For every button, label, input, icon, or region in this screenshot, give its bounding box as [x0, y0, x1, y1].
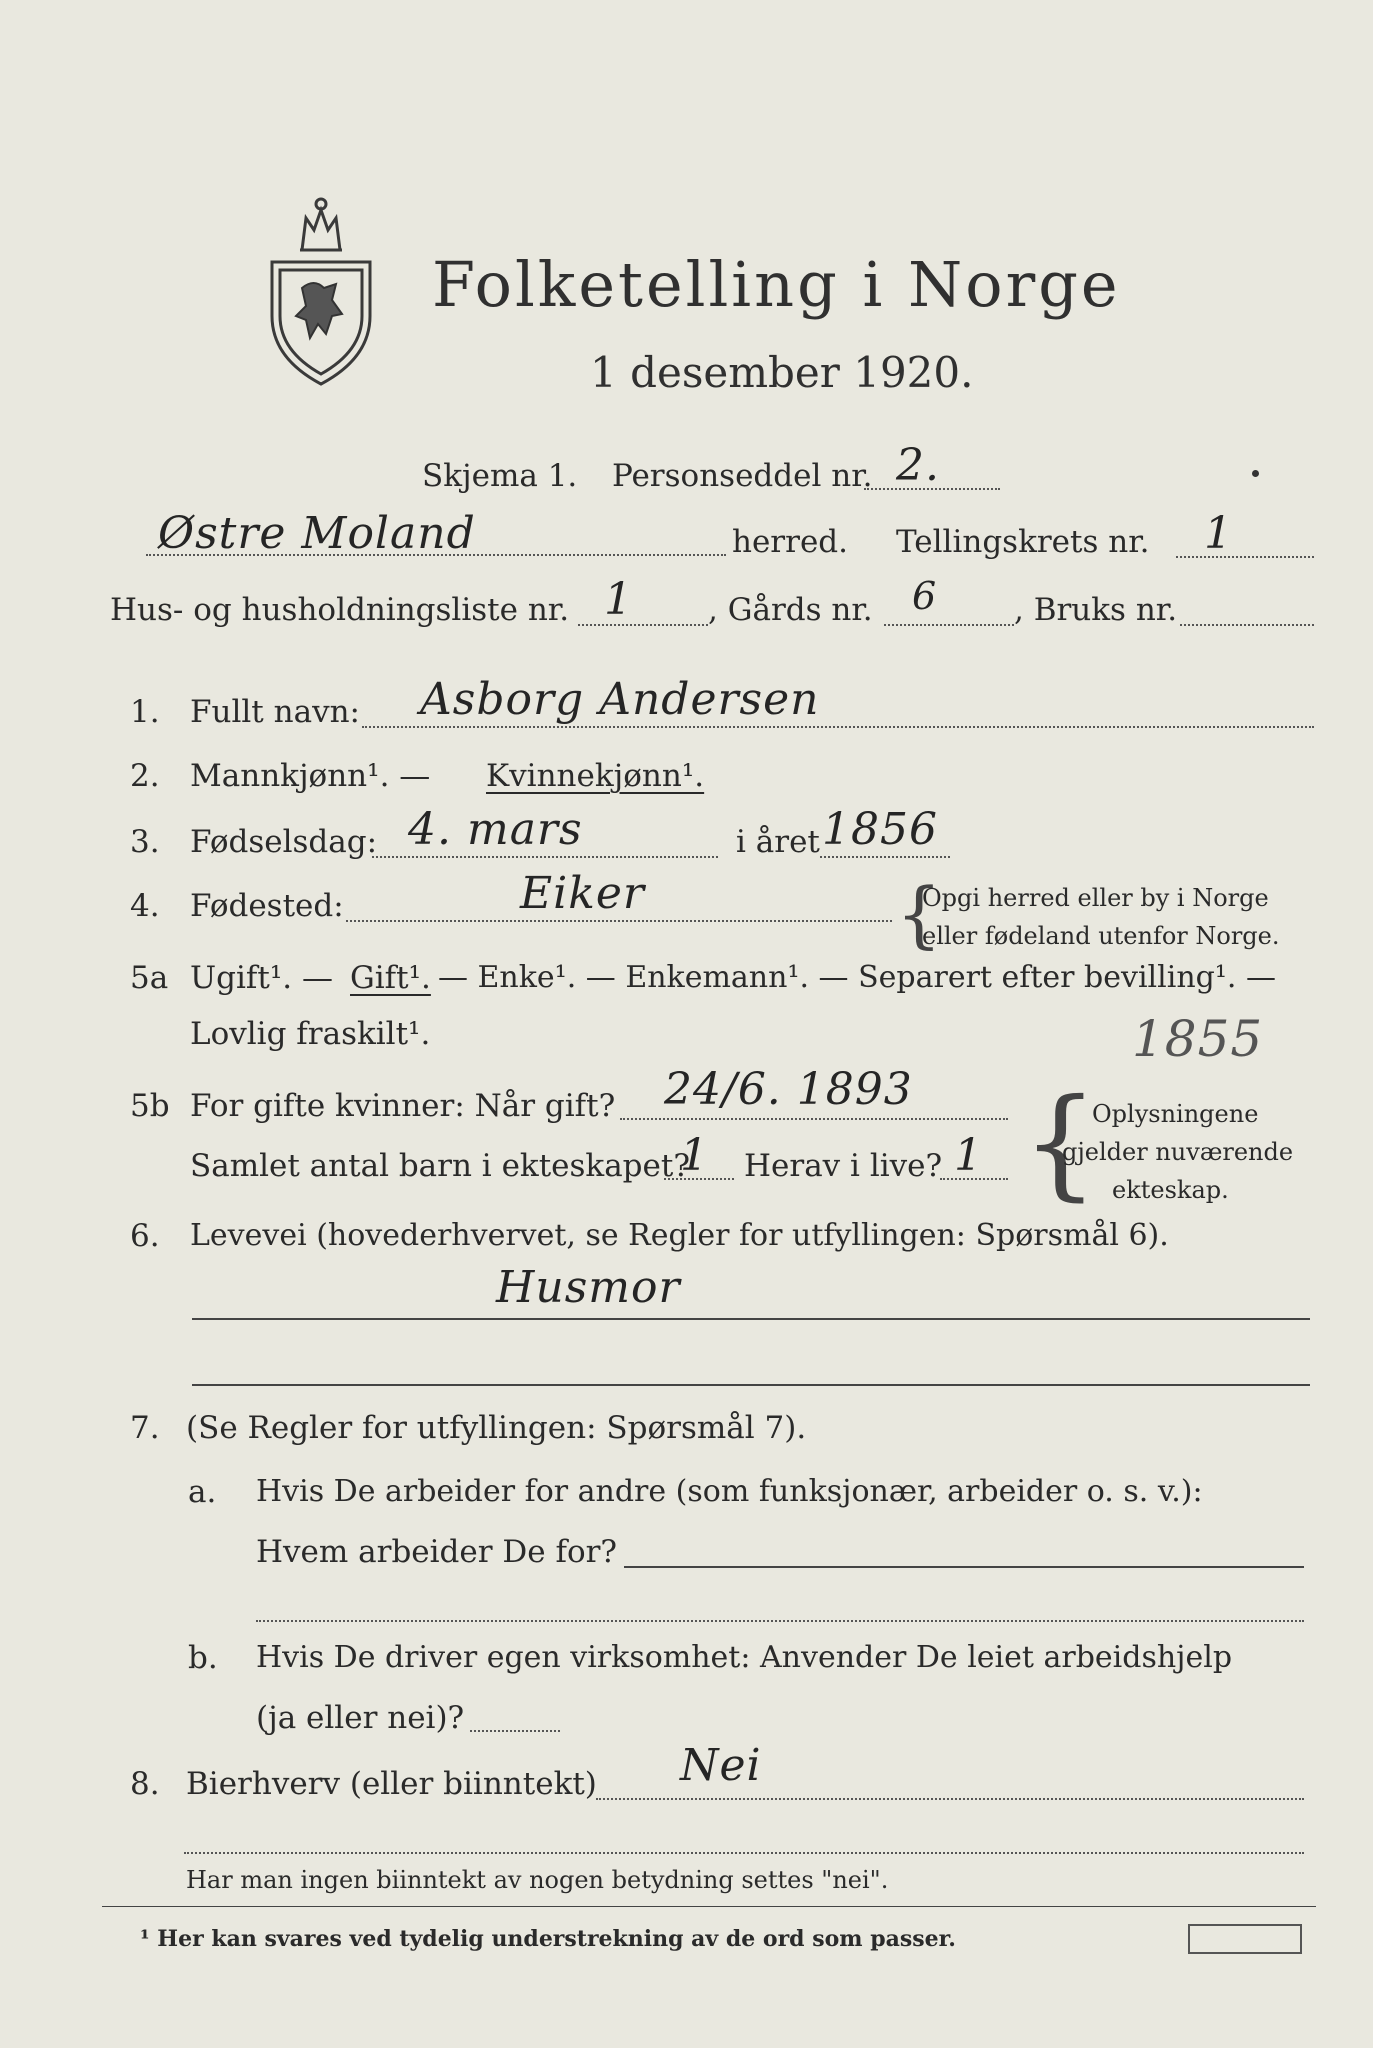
q3-year-label: i året [736, 824, 820, 860]
q2-number: 2. [130, 758, 160, 794]
husholdning-value[interactable]: 1 [604, 574, 633, 625]
herred-value[interactable]: Østre Moland [158, 508, 476, 559]
q1-line [362, 726, 1314, 728]
q7b-question: (ja eller nei)? [256, 1700, 465, 1736]
q4-line [346, 920, 892, 922]
q5a-number: 5a [130, 960, 169, 996]
margin-note-1855: 1855 [1132, 1010, 1264, 1068]
q3-number: 3. [130, 824, 160, 860]
bruks-label: , Bruks nr. [1014, 592, 1178, 628]
q8-line-2 [184, 1852, 1304, 1854]
gards-value[interactable]: 6 [912, 574, 938, 618]
q7-label: (Se Regler for utfyllingen: Spørsmål 7). [186, 1410, 807, 1446]
q4-note-line1: Opgi herred eller by i Norge [922, 884, 1269, 912]
gards-label: , Gårds nr. [708, 592, 873, 628]
q3-label: Fødselsdag: [190, 824, 378, 860]
q3-year-line [820, 856, 950, 858]
q5b-barn-label: Samlet antal barn i ekteskapet? [190, 1148, 690, 1184]
ink-dot [1252, 470, 1259, 477]
q5b-married-date-value[interactable]: 24/6. 1893 [664, 1064, 913, 1115]
footnote-divider [102, 1906, 1316, 1907]
q4-birthplace-value[interactable]: Eiker [520, 868, 645, 919]
herred-label: herred. [732, 524, 848, 560]
q6-line-2 [192, 1384, 1310, 1386]
q5b-live-label: Herav i live? [744, 1148, 943, 1184]
form-title: Folketelling i Norge [432, 248, 1121, 321]
q8-label: Bierhverv (eller biinntekt) [186, 1766, 597, 1802]
personseddel-value[interactable]: 2. [896, 440, 940, 491]
bruks-line [1180, 624, 1314, 626]
q6-line-1 [192, 1318, 1310, 1320]
q5a-ugift: Ugift¹. — [190, 960, 333, 996]
q5b-barn-value[interactable]: 1 [680, 1130, 709, 1181]
q4-brace: { [896, 872, 942, 956]
q7b-line[interactable] [470, 1730, 560, 1732]
q5b-married-line [620, 1118, 1008, 1120]
q5a-other-options: — Enke¹. — Enkemann¹. — Separert efter bevilling¹. — [438, 960, 1276, 995]
q7-number: 7. [130, 1410, 160, 1446]
q7a-question: Hvem arbeider De for? [256, 1534, 618, 1570]
census-date: 1 desember 1920. [590, 348, 974, 397]
q5a-gift-underlined: Gift¹. [350, 960, 431, 996]
q7a-line-1[interactable] [624, 1566, 1304, 1568]
q8-side-income-value[interactable]: Nei [680, 1740, 762, 1791]
footnote-text: ¹ Her kan svares ved tydelig understrekning av de ord som passer. [140, 1926, 956, 1952]
skjema-label: Skjema 1. [422, 458, 578, 494]
q7a-label: Hvis De arbeider for andre (som funksjonær, arbeider o. s. v.): [256, 1474, 1203, 1509]
q5b-number: 5b [130, 1088, 170, 1124]
q4-label: Fødested: [190, 888, 344, 924]
q1-number: 1. [130, 694, 160, 730]
personseddel-label: Personseddel nr. [612, 458, 873, 494]
q3-birthday-value[interactable]: 4. mars [408, 804, 583, 855]
tellingskrets-line [1176, 556, 1314, 558]
tellingskrets-label: Tellingskrets nr. [896, 524, 1150, 560]
q4-number: 4. [130, 888, 160, 924]
q7a-letter: a. [188, 1474, 217, 1510]
q6-occupation-value[interactable]: Husmor [496, 1262, 681, 1313]
q3-date-line [372, 856, 718, 858]
q5b-live-value[interactable]: 1 [954, 1130, 983, 1181]
q1-full-name-value[interactable]: Asborg Andersen [420, 674, 820, 725]
q7b-label: Hvis De driver egen virksomhet: Anvender De leiet arbeidshjelp [256, 1640, 1233, 1675]
q7b-letter: b. [188, 1640, 218, 1676]
q2-mannkjonn: Mannkjønn¹. — [190, 758, 431, 794]
q5b-note-line1: Oplysningene [1092, 1100, 1259, 1128]
husholdning-line [578, 624, 708, 626]
q6-label: Levevei (hovederhvervet, se Regler for utfyllingen: Spørsmål 6). [190, 1218, 1169, 1253]
husholdning-label: Hus- og husholdningsliste nr. [110, 592, 570, 628]
q2-kvinnekjonn-underlined: Kvinnekjønn¹. [486, 758, 705, 794]
gards-line [884, 624, 1014, 626]
q8-number: 8. [130, 1766, 160, 1802]
q5b-brace: { [1022, 1074, 1099, 1213]
printer-stamp [1188, 1924, 1302, 1954]
q6-number: 6. [130, 1218, 160, 1254]
q5a-lovlig-fraskilt: Lovlig fraskilt¹. [190, 1016, 431, 1052]
q4-note-line2: eller fødeland utenfor Norge. [922, 922, 1280, 950]
q7a-line-2[interactable] [256, 1620, 1304, 1622]
q8-note: Har man ingen biinntekt av nogen betydning settes "nei". [186, 1866, 889, 1894]
norway-coat-of-arms-icon [262, 188, 380, 388]
q5b-note-line2: gjelder nuværende [1062, 1138, 1294, 1166]
q5b-note-line3: ekteskap. [1112, 1176, 1229, 1204]
q5b-label: For gifte kvinner: Når gift? [190, 1088, 616, 1124]
q8-line-1 [596, 1798, 1304, 1800]
q1-label: Fullt navn: [190, 694, 360, 730]
tellingskrets-value[interactable]: 1 [1204, 508, 1233, 559]
q3-year-value[interactable]: 1856 [822, 804, 938, 855]
